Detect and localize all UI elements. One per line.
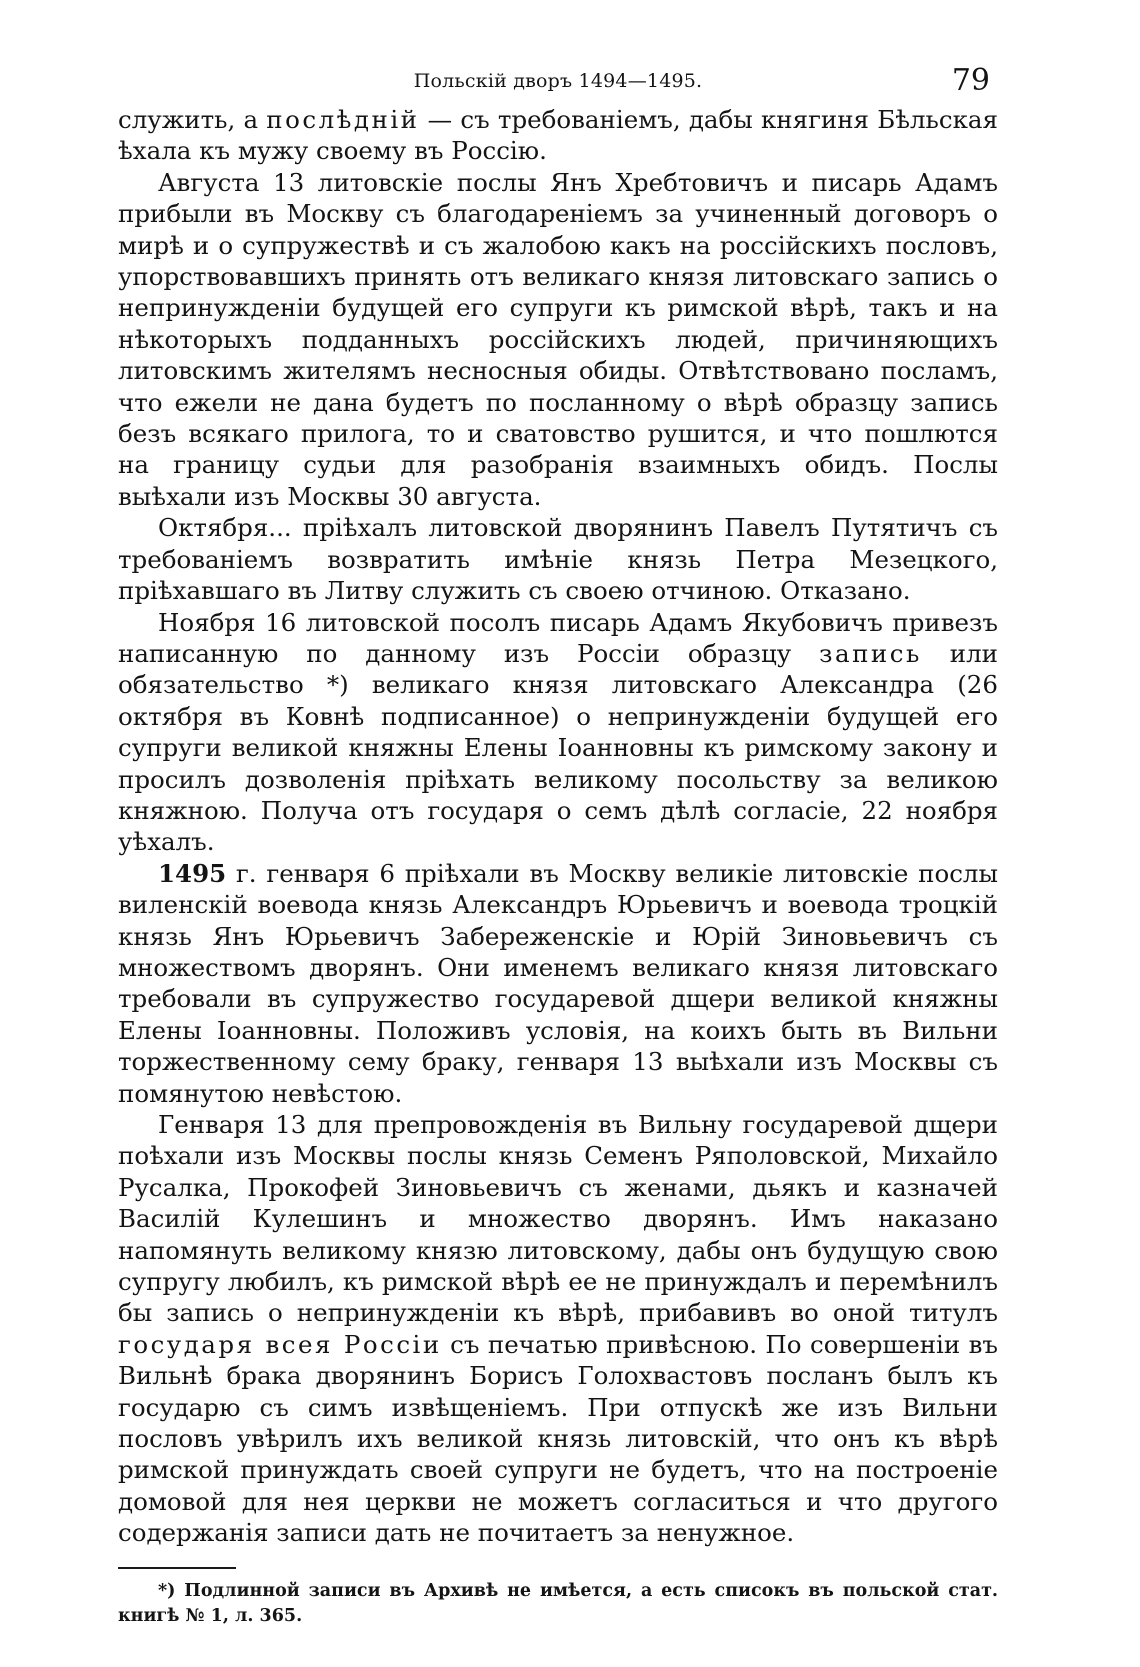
paragraph-1495-text: г. генваря 6 пріѣхали въ Москву великіе литовскіе послы виленскій воевода князь Александръ Юрьевичъ и воевода троцкій князь Янъ Юрьевичъ Забереженскіе и Юрій Зиновьевичъ съ множествомъ дворянъ. Они именемъ великаго князя литовскаго требовали въ супружество государевой дщери великой княжны Елены Іоанновны. Положивъ условія, на коихъ быть въ Вильни торжественному сему браку, генваря 13 выѣхали изъ Москвы съ помянутою невѣстою.: [118, 858, 998, 1108]
paragraph-january-part-c: съ печатью привѣсною. По совершеніи въ Вильнѣ брака дворянинъ Борисъ Голохвастовъ посланъ былъ къ государю съ симъ извѣщеніемъ. При отпускѣ же изъ Вильни пословъ увѣрилъ ихъ великой князь литовскій, что онъ къ вѣрѣ римской принуждать своей супруги не будетъ, что на построеніе домовой для нея церкви не можетъ согласиться и что другого содержанія записи дать не почитаетъ за ненужное.: [118, 1329, 999, 1548]
body-text: [118, 104, 998, 1549]
running-header: [118, 58, 998, 104]
paragraph-january-part-a: Генваря 13 для препровожденія въ Вильну государевой дщери поѣхали изъ Москвы послы князь Семенъ Ряполовской, Михайло Русалка, Прокофей Зиновьевичъ съ женами, дьякъ и казначей Василій Кулешинъ и множество дворянъ. Имъ наказано напомянуть великому князю литовскому, дабы онъ будущую свою супругу любилъ, къ римской вѣрѣ ее не принуждалъ и перемѣнилъ бы запись о непринужденіи къ вѣрѣ, прибавивъ во оной титулъ: [118, 1110, 998, 1328]
year-1495: 1495: [158, 858, 227, 888]
paragraph-1-part-c: — съ требованіемъ, дабы княгиня Бѣльская ѣхала къ мужу своему въ Россію.: [118, 105, 998, 166]
paragraph-november-part-a: Ноября 16 литовской посолъ писарь Адамъ Якубовичъ привезъ написанную по данному изъ Россіи образцу: [118, 607, 998, 668]
paragraph-november-part-d: великаго князя литовскаго Александра (26 октября въ Ковнѣ подписанное) о непринужденіи будущей его супруги великой княжны Елены Іоанновны къ римскому закону и просилъ дозволенія пріѣхать великому посольству за великою княжною. Получа отъ государя о семъ дѣлѣ согласіе, 22 ноября уѣхалъ.: [118, 670, 998, 857]
footnote-reference: *): [326, 670, 349, 700]
paragraph-october: Октября... пріѣхалъ литовской дворянинъ Павелъ Путятичъ съ требованіемъ возвратить имѣніе князь Петра Мезецкого, пріѣхавшаго въ Литву служить съ своею отчиною. Отказано.: [118, 513, 998, 606]
paragraph-1: [118, 104, 998, 167]
footnote: *) Подлинной записи въ Архивѣ не имѣется, а есть списокъ въ польской стат. книгѣ № 1, л. 365.: [118, 1580, 998, 1626]
emphasis-posledniy: послѣдній: [266, 105, 420, 134]
paragraph-1495: [118, 858, 998, 1109]
paragraph-november-part-c: или обязательство: [118, 638, 998, 700]
running-title: Польскій дворъ 1494—1495.: [413, 70, 703, 92]
page-number: 79: [951, 63, 990, 98]
page: [118, 58, 998, 1629]
paragraph-november-16: [118, 607, 998, 858]
emphasis-zapis: запись: [819, 638, 922, 668]
paragraph-1-part-a: служить, а: [118, 105, 267, 134]
footnote-rule: [118, 1567, 236, 1569]
paragraph-august-13: Августа 13 литовскіе послы Янъ Хребтовичъ и писарь Адамъ прибыли въ Москву съ благодареніемъ за учиненный договоръ о мирѣ и о супружествѣ и съ жалобою какъ на россійскихъ пословъ, упорствовавшихъ принять отъ великаго князя литовскаго запись о непринужденіи будущей его супруги къ римской вѣрѣ, такъ и на нѣкоторыхъ подданныхъ россійскихъ людей, причиняющихъ литовскимъ жителямъ несносныя обиды. Отвѣтствовано посламъ, что ежели не дана будетъ по посланному о вѣрѣ образцу запись безъ всякаго прилога, то и сватовство рушится, и что пошлются на границу судьи для разобранія взаимныхъ обидъ. Послы выѣхали изъ Москвы 30 августа.: [118, 167, 998, 511]
paragraph-january-13: [118, 1109, 998, 1549]
emphasis-gosudarya: государя всея Россіи: [118, 1329, 442, 1359]
